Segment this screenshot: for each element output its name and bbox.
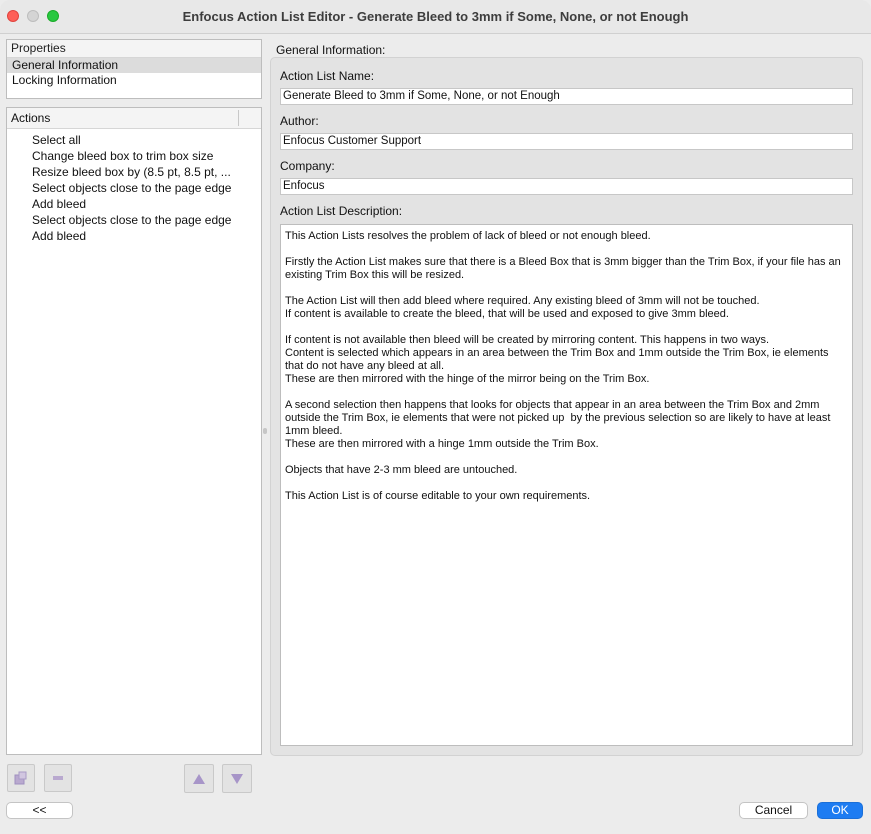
description-paragraph: This Action List is of course editable to your own requirements. <box>285 490 591 502</box>
actions-panel <box>6 107 262 755</box>
description-paragraph: This Action Lists resolves the problem of lack of bleed or not enough bleed. <box>285 230 651 242</box>
move-up-icon <box>192 773 206 785</box>
add-action-icon <box>13 770 29 786</box>
move-down-button[interactable] <box>222 764 252 793</box>
action-item-select-all[interactable]: Select all <box>32 133 81 147</box>
description-paragraph: Objects that have 2-3 mm bleed are untouched. <box>285 464 518 476</box>
properties-header: Properties <box>7 40 261 58</box>
properties-item-locking-information[interactable]: Locking Information <box>12 73 117 87</box>
description-paragraph: If content is not available then bleed will be created by mirroring content. This happens in two ways. Content is selected which appears in an area between the Trim Box and 1mm outside the Trim Box, ie elements that do not have any bleed at all. These are then mirrored with the hinge of the mirror being on the Trim Box. <box>285 334 829 385</box>
author-label: Author: <box>280 114 319 128</box>
properties-panel <box>6 39 262 99</box>
description-paragraph: The Action List will then add bleed where required. Any existing bleed of 3mm will not be touched. If content is available to create the bleed, that will be used and exposed to give 3mm bleed. <box>285 295 760 320</box>
action-item-add-bleed-1[interactable]: Add bleed <box>32 197 87 211</box>
description-paragraph: A second selection then happens that looks for objects that appear in an area between the Trim Box and 2mm outside the Trim Box, ie elements that were not picked up by the previous selection so are likely to have at least 1mm bleed. These are then mirrored with a hinge 1mm outside the Trim Box. <box>285 399 831 450</box>
properties-item-general-information[interactable]: General Information <box>7 58 261 73</box>
add-action-button[interactable] <box>7 764 35 792</box>
general-information-group-label: General Information: <box>276 43 386 57</box>
column-separator[interactable] <box>238 110 239 126</box>
panel-splitter-handle[interactable] <box>263 428 267 434</box>
action-item-change-bleed-box[interactable]: Change bleed box to trim box size <box>32 149 214 163</box>
company-field[interactable]: Enfocus <box>280 178 853 195</box>
action-item-select-objects-1[interactable]: Select objects close to the page edge <box>32 181 232 195</box>
move-down-icon <box>230 773 244 785</box>
action-list-name-field[interactable]: Generate Bleed to 3mm if Some, None, or not Enough <box>280 88 853 105</box>
description-textarea[interactable] <box>280 224 853 746</box>
ok-button[interactable]: OK <box>817 802 863 819</box>
action-list-name-label: Action List Name: <box>280 69 375 83</box>
cancel-button[interactable]: Cancel <box>739 802 808 819</box>
remove-action-button[interactable] <box>44 764 72 792</box>
actions-list <box>7 129 261 244</box>
action-item-add-bleed-2[interactable]: Add bleed <box>32 229 87 243</box>
description-paragraph: Firstly the Action List makes sure that there is a Bleed Box that is 3mm bigger than the Trim Box, if your file has an existing Trim Box this will be resized. <box>285 256 844 281</box>
description-label: Action List Description: <box>280 204 403 218</box>
action-item-select-objects-2[interactable]: Select objects close to the page edge <box>32 213 232 227</box>
title-bar <box>0 0 871 34</box>
author-field[interactable]: Enfocus Customer Support <box>280 133 853 150</box>
actions-header-label: Actions <box>11 111 51 125</box>
action-item-resize-bleed-box[interactable]: Resize bleed box by (8.5 pt, 8.5 pt, ... <box>32 165 231 179</box>
company-label: Company: <box>280 159 335 173</box>
window-title: Enfocus Action List Editor - Generate Bleed to 3mm if Some, None, or not Enough <box>182 9 689 24</box>
collapse-button[interactable]: << <box>6 802 73 819</box>
remove-action-icon <box>50 770 66 786</box>
move-up-button[interactable] <box>184 764 214 793</box>
actions-column-header[interactable] <box>7 108 261 129</box>
